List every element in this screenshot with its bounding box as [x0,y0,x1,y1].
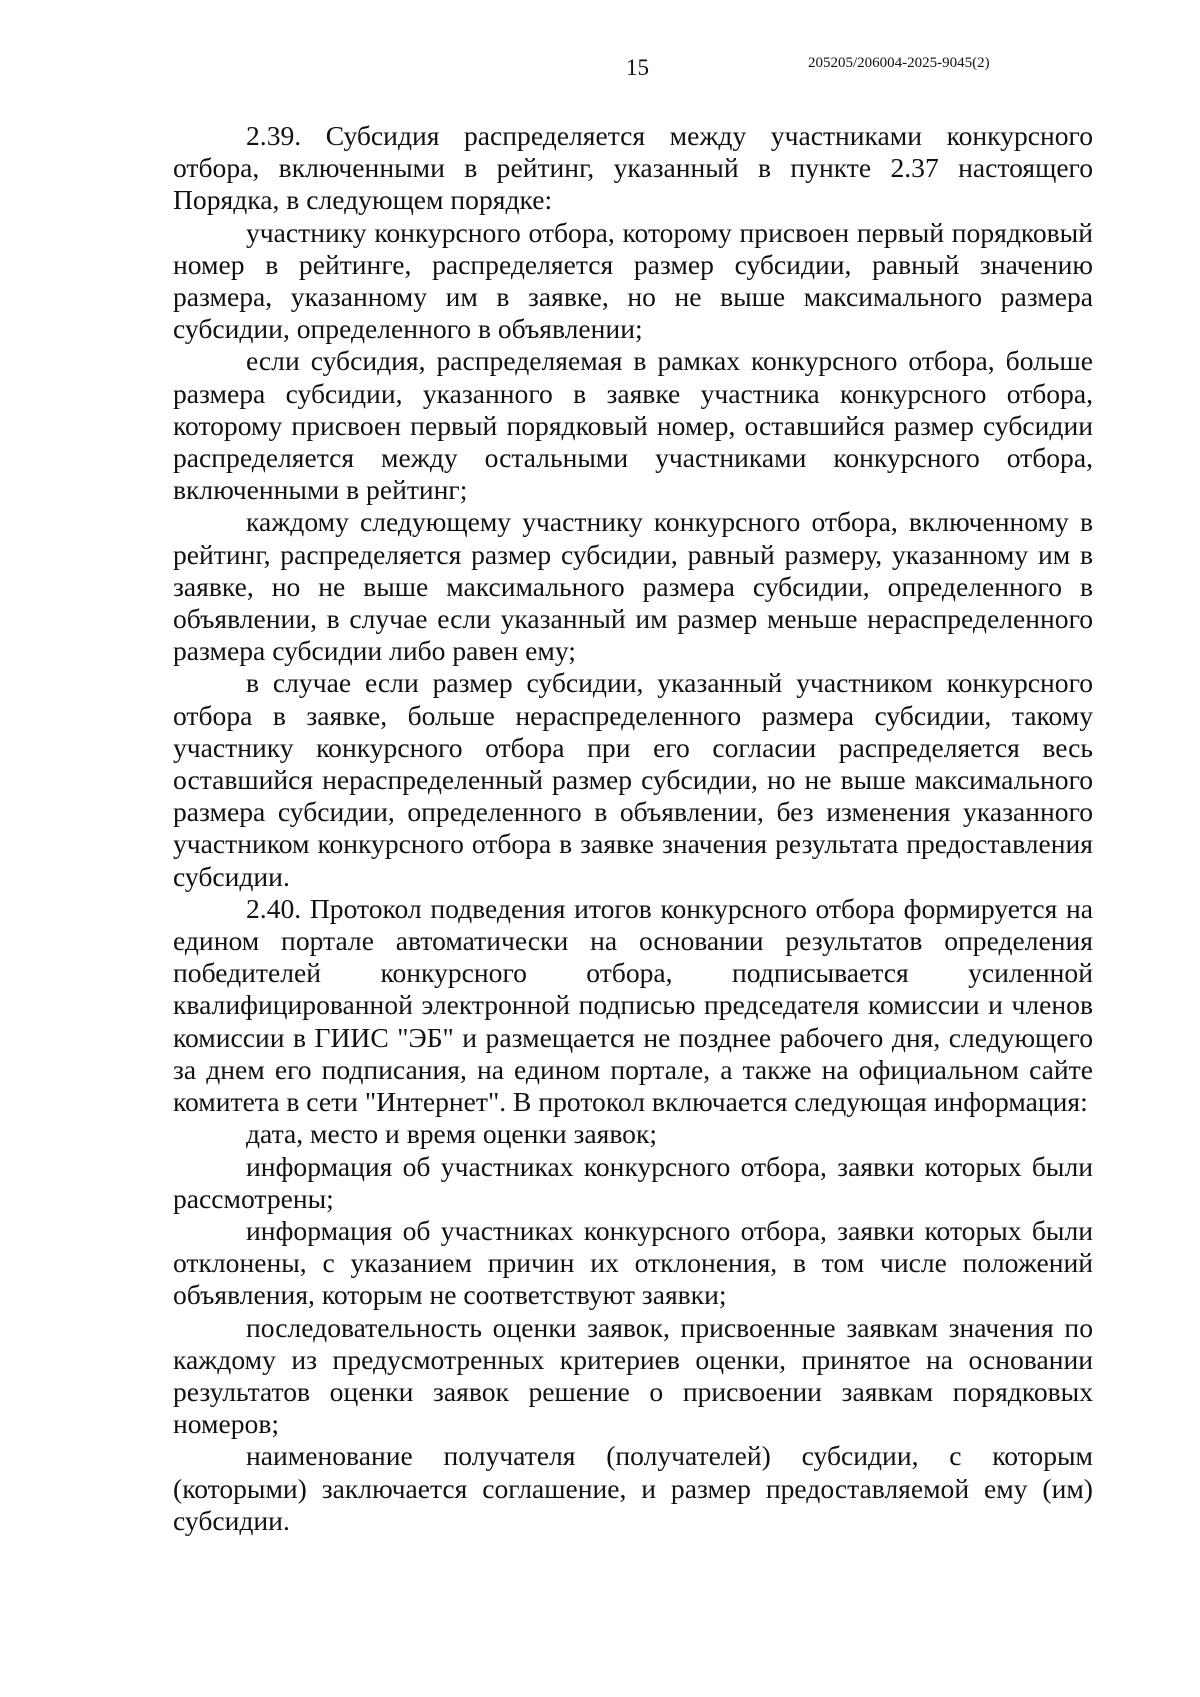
list-item-recipient: наименование получателя (получателей) субсидии, с которым (которыми) заключается соглашение, и размер предоставляемой ему (им) субсидии. [173,1440,1093,1536]
page-number: 15 [626,55,649,80]
paragraph-exceeding-request: в случае если размер субсидии, указанный участником конкурсного отбора в заявке, больше нераспределенного размера субсидии, такому участнику конкурсного отбора при его согласии распределяется весь оставшийся нераспределенный размер субсидии, но не выше максимального размера субсидии, определенного в объявлении, без изменения указанного участником конкурсного отбора в заявке значения результата предоставления субсидии. [173,667,1093,892]
list-item-evaluation-sequence: последовательность оценки заявок, присвоенные заявкам значения по каждому из предусмотренных критериев оценки, принятое на основании результатов оценки заявок решение о присвоении заявкам порядковых номеров; [173,1311,1093,1440]
paragraph-2-39: 2.39. Субсидия распределяется между участниками конкурсного отбора, включенными в рейтинг, указанный в пункте 2.37 настоящего Порядка, в следующем порядке: [173,120,1093,216]
paragraph-next-participant: каждому следующему участнику конкурсного отбора, включенному в рейтинг, распределяется размер субсидии, равный размеру, указанному им в заявке, но не выше максимального размера субсидии, определенного в объявлении, в случае если указанный им размер меньше нераспределенного размера субсидии либо равен ему; [173,506,1093,667]
paragraph-remaining-subsidy: если субсидия, распределяемая в рамках конкурсного отбора, больше размера субсидии, указанного в заявке участника конкурсного отбора, которому присвоен первый порядковый номер, оставшийся размер субсидии распределяется между остальными участниками конкурсного отбора, включенными в рейтинг; [173,345,1093,506]
paragraph-2-40: 2.40. Протокол подведения итогов конкурсного отбора формируется на едином портале автоматически на основании результатов определения победителей конкурсного отбора, подписывается усиленной квалифицированной электронной подписью председателя комиссии и членов комиссии в ГИИС "ЭБ" и размещается не позднее рабочего дня, следующего за днем его подписания, на едином портале, а также на официальном сайте комитета в сети "Интернет". В протокол включается следующая информация: [173,892,1093,1118]
document-body [173,120,1093,1537]
list-item-date-place: дата, место и время оценки заявок; [246,1118,658,1150]
list-item-reviewed: информация об участниках конкурсного отбора, заявки которых были рассмотрены; [173,1150,1093,1214]
paragraph-first-participant: участнику конкурсного отбора, которому присвоен первый порядковый номер в рейтинге, распределяется размер субсидии, равный значению размера, указанному им в заявке, но не выше максимального размера субсидии, определенного в объявлении; [173,216,1093,345]
document-id: 205205/206004-2025-9045(2) [808,55,990,71]
list-item-rejected: информация об участниках конкурсного отбора, заявки которых были отклонены, с указанием причин их отклонения, в том числе положений объявления, которым не соответствуют заявки; [173,1214,1093,1311]
